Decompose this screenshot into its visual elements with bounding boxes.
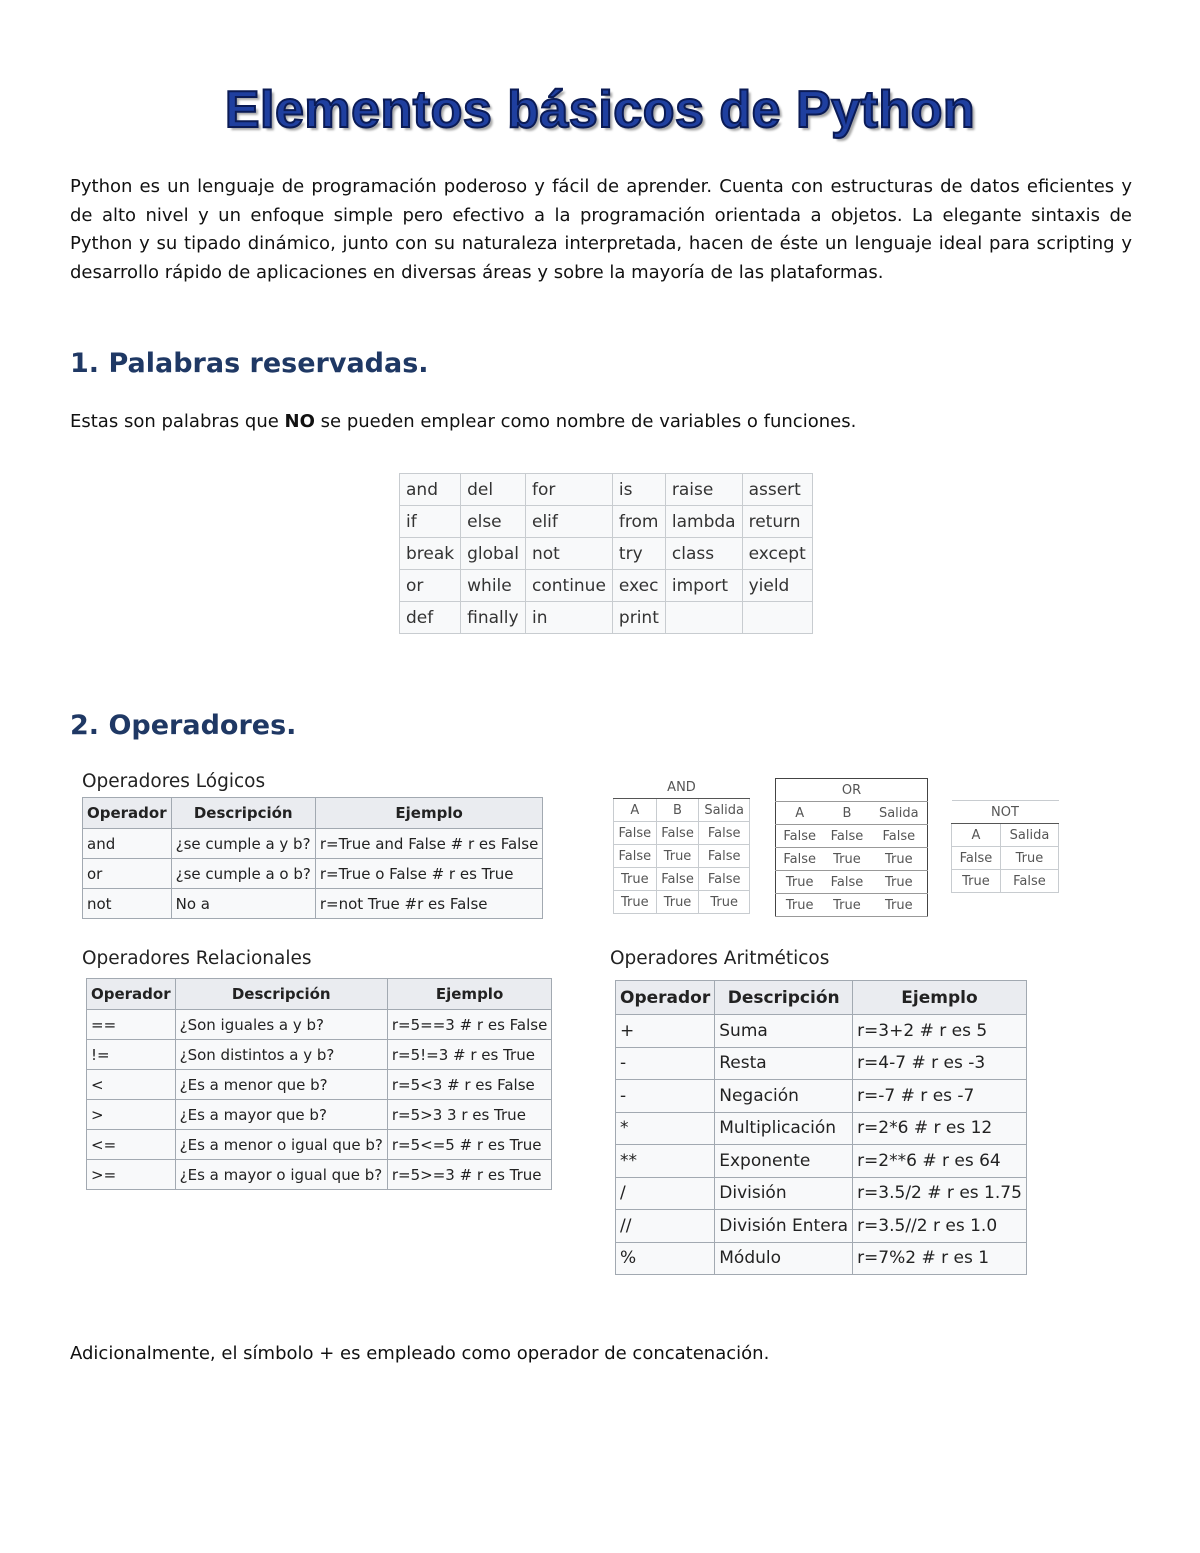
truth-table-cell: True xyxy=(823,894,870,917)
truth-table-row xyxy=(952,870,1059,893)
keyword-cell: del xyxy=(461,474,526,506)
table-cell: Módulo xyxy=(715,1242,853,1275)
table-row xyxy=(616,1177,1027,1210)
keyword-cell: def xyxy=(400,602,461,634)
table-cell: Exponente xyxy=(715,1145,853,1178)
desc-after: se pueden emplear como nombre de variables o funciones. xyxy=(314,411,857,432)
keyword-cell: and xyxy=(400,474,461,506)
logical-operators-table xyxy=(82,797,543,919)
table-cell: r=5>=3 # r es True xyxy=(387,1160,551,1190)
truth-table-cell: False xyxy=(871,825,928,848)
column-header: Ejemplo xyxy=(315,798,543,829)
desc-bold: NO xyxy=(284,411,315,432)
truth-table-cell: False xyxy=(656,868,699,891)
keyword-cell: in xyxy=(526,602,613,634)
keyword-cell: or xyxy=(400,570,461,602)
arithmetic-operators-table xyxy=(615,980,1027,1275)
table-cell: + xyxy=(616,1015,715,1048)
table-row xyxy=(616,1112,1027,1145)
truth-table-header-row xyxy=(952,824,1059,847)
table-cell: or xyxy=(83,859,172,889)
relational-operators-table xyxy=(86,978,552,1190)
truth-table-caption-row xyxy=(952,801,1059,824)
and-truth-table xyxy=(613,776,750,914)
table-cell: and xyxy=(83,829,172,859)
table-cell: Negación xyxy=(715,1080,853,1113)
truth-table-header: A xyxy=(614,799,657,822)
table-cell: ¿se cumple a y b? xyxy=(171,829,315,859)
table-row xyxy=(87,1100,552,1130)
truth-table-cell: False xyxy=(699,868,750,891)
table-cell: ¿Es a mayor o igual que b? xyxy=(175,1160,387,1190)
table-cell: < xyxy=(87,1070,176,1100)
truth-table-cell: False xyxy=(823,825,870,848)
table-cell: Multiplicación xyxy=(715,1112,853,1145)
table-cell: / xyxy=(616,1177,715,1210)
keyword-row xyxy=(400,570,813,602)
table-row xyxy=(83,889,543,919)
table-header-row xyxy=(87,979,552,1010)
table-cell: No a xyxy=(171,889,315,919)
keyword-cell: is xyxy=(612,474,665,506)
truth-table-cell: False xyxy=(656,822,699,845)
logical-operators-caption: Operadores Lógicos xyxy=(82,771,266,792)
truth-table-cell: True xyxy=(614,891,657,914)
keyword-cell: continue xyxy=(526,570,613,602)
truth-table-cell: True xyxy=(614,868,657,891)
table-cell: ¿Son iguales a y b? xyxy=(175,1010,387,1040)
truth-table-header: B xyxy=(823,802,870,825)
truth-table-cell: False xyxy=(1000,870,1058,893)
keyword-row xyxy=(400,506,813,538)
table-cell: r=5>3 3 r es True xyxy=(387,1100,551,1130)
truth-table-cell: False xyxy=(614,845,657,868)
table-cell: > xyxy=(87,1100,176,1130)
reserved-words-table xyxy=(399,473,813,634)
table-cell: r=2*6 # r es 12 xyxy=(853,1112,1027,1145)
truth-table-header-row xyxy=(614,799,750,822)
section-heading-palabras-reservadas: 1. Palabras reservadas. xyxy=(70,348,429,379)
keyword-cell: global xyxy=(461,538,526,570)
keyword-cell: not xyxy=(526,538,613,570)
truth-table-cell: False xyxy=(699,845,750,868)
truth-table-cell: False xyxy=(614,822,657,845)
column-header: Operador xyxy=(83,798,172,829)
closing-paragraph: Adicionalmente, el símbolo + es empleado como operador de concatenación. xyxy=(70,1343,770,1364)
column-header: Ejemplo xyxy=(853,981,1027,1015)
keyword-cell: break xyxy=(400,538,461,570)
keyword-cell: print xyxy=(612,602,665,634)
table-cell: ¿Es a mayor que b? xyxy=(175,1100,387,1130)
table-cell: r=2**6 # r es 64 xyxy=(853,1145,1027,1178)
table-header-row xyxy=(616,981,1027,1015)
truth-table-row xyxy=(614,845,750,868)
keyword-cell: yield xyxy=(742,570,812,602)
keyword-cell: return xyxy=(742,506,812,538)
column-header: Descripción xyxy=(715,981,853,1015)
truth-table-cell: True xyxy=(656,891,699,914)
table-header-row xyxy=(83,798,543,829)
section-heading-operadores: 2. Operadores. xyxy=(70,710,297,741)
keyword-cell: raise xyxy=(665,474,742,506)
table-cell: not xyxy=(83,889,172,919)
table-cell: r=3.5/2 # r es 1.75 xyxy=(853,1177,1027,1210)
keyword-cell: class xyxy=(665,538,742,570)
table-cell: * xyxy=(616,1112,715,1145)
truth-table-caption-row xyxy=(776,779,928,802)
column-header: Descripción xyxy=(171,798,315,829)
truth-table-header-row xyxy=(776,802,928,825)
table-row xyxy=(616,1047,1027,1080)
truth-table-cell: True xyxy=(871,871,928,894)
table-cell: ** xyxy=(616,1145,715,1178)
truth-table-cell: False xyxy=(776,848,824,871)
truth-table-row xyxy=(614,868,750,891)
truth-table-cell: False xyxy=(823,871,870,894)
column-header: Operador xyxy=(87,979,176,1010)
table-cell: r=5<3 # r es False xyxy=(387,1070,551,1100)
table-cell: - xyxy=(616,1080,715,1113)
relational-operators-caption: Operadores Relacionales xyxy=(82,948,312,969)
keyword-cell: while xyxy=(461,570,526,602)
table-cell: r=True o False # r es True xyxy=(315,859,543,889)
keyword-cell: exec xyxy=(612,570,665,602)
table-cell: r=not True #r es False xyxy=(315,889,543,919)
page-title: Elementos básicos de Python xyxy=(224,81,976,139)
desc-before: Estas son palabras que xyxy=(70,411,285,432)
truth-table-cell: True xyxy=(776,894,824,917)
truth-table-cell: True xyxy=(871,848,928,871)
table-cell: r=5==3 # r es False xyxy=(387,1010,551,1040)
table-row xyxy=(87,1040,552,1070)
truth-table-row xyxy=(776,871,928,894)
table-cell: // xyxy=(616,1210,715,1243)
truth-table-row xyxy=(776,848,928,871)
table-row xyxy=(87,1070,552,1100)
table-cell: - xyxy=(616,1047,715,1080)
keyword-row xyxy=(400,602,813,634)
truth-table-row xyxy=(952,847,1059,870)
table-cell: ¿Son distintos a y b? xyxy=(175,1040,387,1070)
table-cell: == xyxy=(87,1010,176,1040)
truth-table-row xyxy=(776,894,928,917)
keyword-cell: if xyxy=(400,506,461,538)
keyword-cell: from xyxy=(612,506,665,538)
keyword-cell: lambda xyxy=(665,506,742,538)
table-cell: != xyxy=(87,1040,176,1070)
keyword-cell: except xyxy=(742,538,812,570)
truth-table-cell: False xyxy=(776,825,824,848)
table-cell: Resta xyxy=(715,1047,853,1080)
truth-table-row xyxy=(614,891,750,914)
truth-table-cell: True xyxy=(823,848,870,871)
table-cell: r=4-7 # r es -3 xyxy=(853,1047,1027,1080)
keyword-row xyxy=(400,538,813,570)
not-truth-table xyxy=(951,800,1059,893)
truth-table-cell: True xyxy=(699,891,750,914)
table-cell: r=True and False # r es False xyxy=(315,829,543,859)
table-cell: % xyxy=(616,1242,715,1275)
keyword-cell: for xyxy=(526,474,613,506)
table-cell: ¿se cumple a o b? xyxy=(171,859,315,889)
table-cell: r=7%2 # r es 1 xyxy=(853,1242,1027,1275)
keyword-cell: elif xyxy=(526,506,613,538)
empty-cell xyxy=(742,602,812,634)
column-header: Descripción xyxy=(175,979,387,1010)
table-cell: ¿Es a menor o igual que b? xyxy=(175,1130,387,1160)
truth-table-row xyxy=(776,825,928,848)
table-row xyxy=(87,1130,552,1160)
table-row xyxy=(616,1080,1027,1113)
keyword-cell: else xyxy=(461,506,526,538)
column-header: Ejemplo xyxy=(387,979,551,1010)
table-cell: ¿Es a menor que b? xyxy=(175,1070,387,1100)
arithmetic-operators-caption: Operadores Aritméticos xyxy=(610,948,830,969)
table-row xyxy=(83,829,543,859)
truth-table-cell: True xyxy=(776,871,824,894)
truth-table-cell: True xyxy=(952,870,1001,893)
table-row xyxy=(616,1242,1027,1275)
or-truth-table xyxy=(775,778,928,917)
truth-table-row xyxy=(614,822,750,845)
table-cell: r=5<=5 # r es True xyxy=(387,1130,551,1160)
truth-table-header: B xyxy=(656,799,699,822)
table-cell: r=3+2 # r es 5 xyxy=(853,1015,1027,1048)
table-row xyxy=(83,859,543,889)
keyword-cell: assert xyxy=(742,474,812,506)
truth-table-cell: True xyxy=(656,845,699,868)
truth-table-caption: NOT xyxy=(952,801,1059,824)
truth-table-caption: AND xyxy=(614,776,750,799)
truth-table-header: A xyxy=(952,824,1001,847)
truth-table-cell: True xyxy=(1000,847,1058,870)
table-row xyxy=(616,1145,1027,1178)
truth-table-cell: False xyxy=(952,847,1001,870)
table-cell: División Entera xyxy=(715,1210,853,1243)
column-header: Operador xyxy=(616,981,715,1015)
table-row xyxy=(616,1210,1027,1243)
truth-table-cell: True xyxy=(871,894,928,917)
empty-cell xyxy=(665,602,742,634)
table-cell: r=-7 # r es -7 xyxy=(853,1080,1027,1113)
keyword-cell: finally xyxy=(461,602,526,634)
truth-table-cell: False xyxy=(699,822,750,845)
table-cell: r=3.5//2 r es 1.0 xyxy=(853,1210,1027,1243)
truth-table-caption-row xyxy=(614,776,750,799)
keyword-cell: import xyxy=(665,570,742,602)
keyword-row xyxy=(400,474,813,506)
truth-table-caption: OR xyxy=(776,779,928,802)
truth-table-header: Salida xyxy=(1000,824,1058,847)
truth-table-header: A xyxy=(776,802,824,825)
table-cell: >= xyxy=(87,1160,176,1190)
table-cell: División xyxy=(715,1177,853,1210)
truth-table-header: Salida xyxy=(871,802,928,825)
table-row xyxy=(616,1015,1027,1048)
truth-table-header: Salida xyxy=(699,799,750,822)
table-cell: Suma xyxy=(715,1015,853,1048)
table-cell: r=5!=3 # r es True xyxy=(387,1040,551,1070)
table-cell: <= xyxy=(87,1130,176,1160)
table-row xyxy=(87,1010,552,1040)
reserved-words-description xyxy=(70,411,856,432)
table-row xyxy=(87,1160,552,1190)
intro-paragraph: Python es un lenguaje de programación poderoso y fácil de aprender. Cuenta con estructuras de datos eficientes y de alto nivel y un enfoque simple pero efectivo a la programación orientada a objetos. La elegante sintaxis de Python y su tipado dinámico, junto con su naturaleza interpretada, hacen de éste un lenguaje ideal para scripting y desarrollo rápido de aplicaciones en diversas áreas y sobre la mayoría de las plataformas. xyxy=(70,176,1132,283)
keyword-cell: try xyxy=(612,538,665,570)
